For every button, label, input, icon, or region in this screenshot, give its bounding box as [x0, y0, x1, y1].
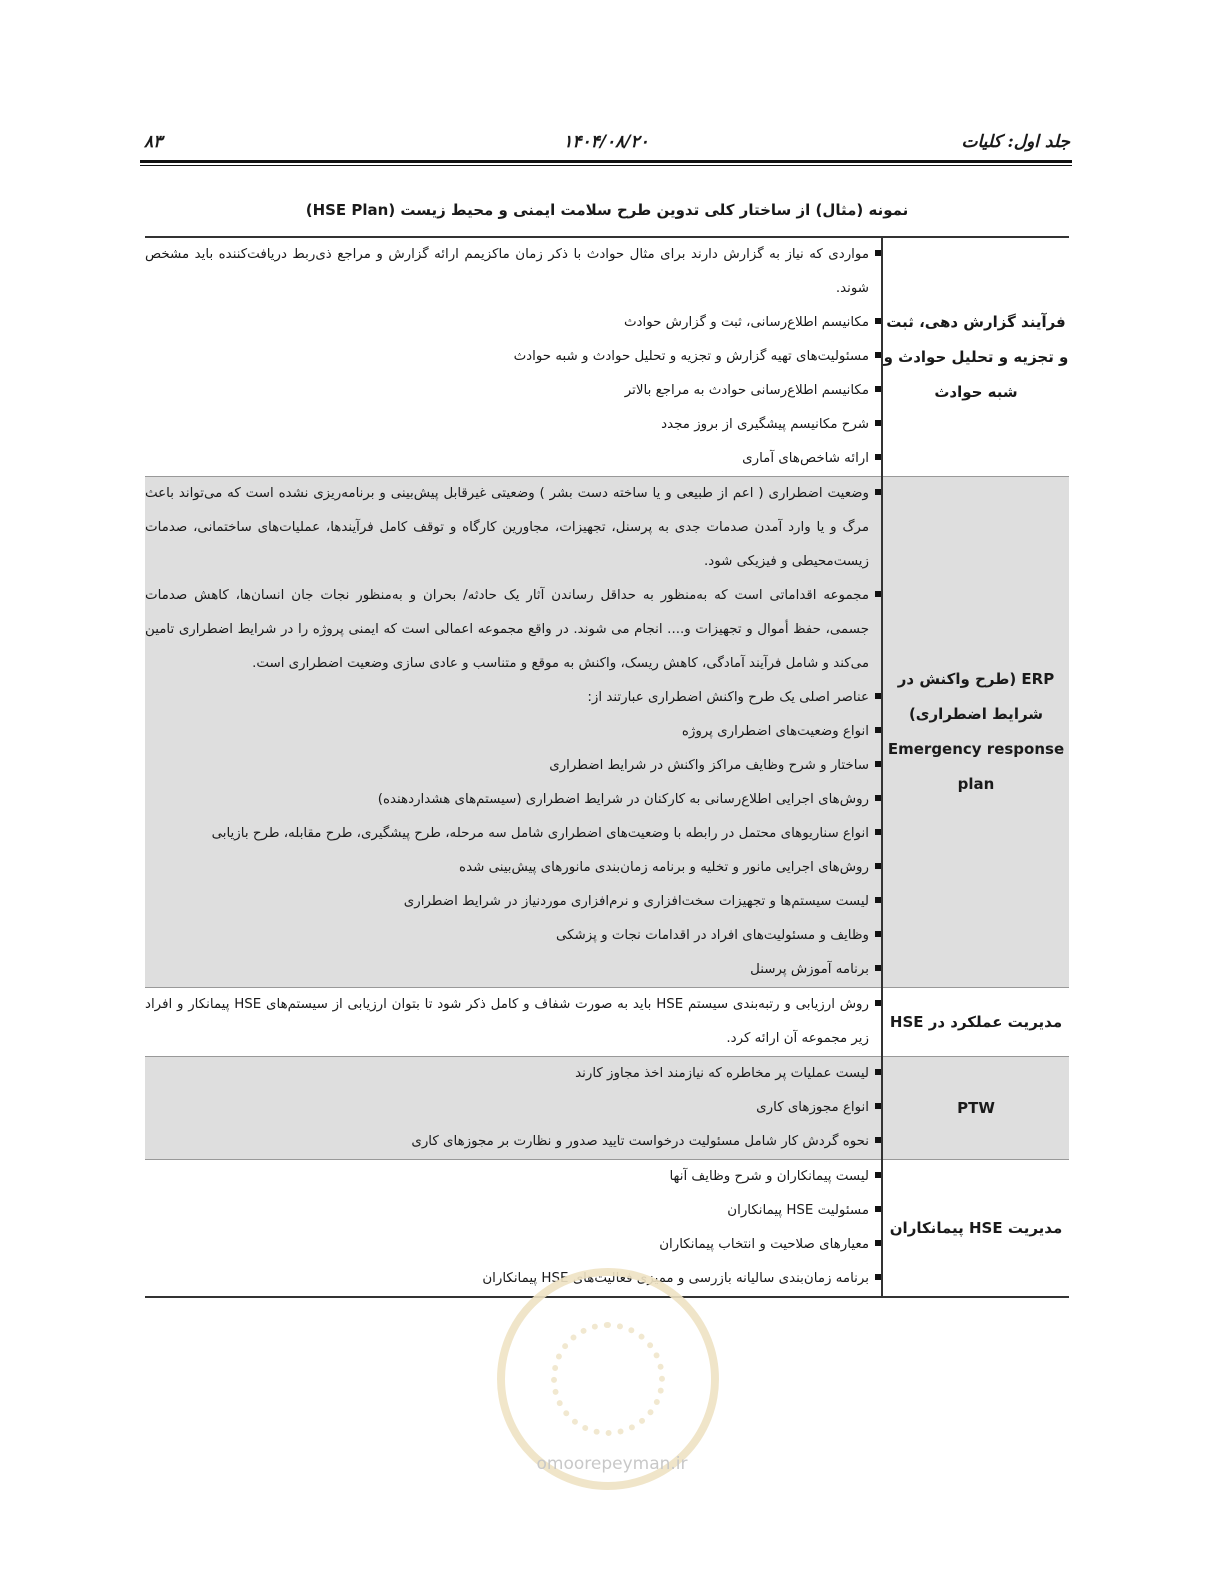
- watermark-seal-inner: [551, 1322, 665, 1436]
- list-item: معیارهای صلاحیت و انتخاب پیمانکاران: [145, 1228, 881, 1262]
- list-item: لیست پیمانکاران و شرح وظایف آنها: [145, 1160, 881, 1194]
- bullet-list: [145, 1057, 881, 1159]
- bullet-list: [145, 1160, 881, 1296]
- list-item: انواع سناریوهای محتمل در رابطه با وضعیت‌های اضطراری شامل سه مرحله، طرح پیشگیری، طرح مقابله، طرح بازیابی: [145, 817, 881, 851]
- row-content: [145, 237, 882, 477]
- hse-plan-table: [145, 236, 1069, 1298]
- header-date: ۱۴۰۴/۰۸/۲۰: [563, 132, 649, 152]
- row-content: [145, 988, 882, 1057]
- bullet-list: [145, 477, 881, 987]
- row-label: مدیریت عملکرد در HSE: [882, 988, 1069, 1057]
- row-content: [145, 477, 882, 988]
- list-item: لیست سیستم‌ها و تجهیزات سخت‌افزاری و نرم‌افزاری موردنیاز در شرایط اضطراری: [145, 885, 881, 919]
- list-item: برنامه آموزش پرسنل: [145, 953, 881, 987]
- list-item: عناصر اصلی یک طرح واکنش اضطراری عبارتند از:: [145, 681, 881, 715]
- list-item: وظایف و مسئولیت‌های افراد در اقدامات نجات و پزشکی: [145, 919, 881, 953]
- list-item: انواع مجوزهای کاری: [145, 1091, 881, 1125]
- list-item: انواع وضعیت‌های اضطراری پروژه: [145, 715, 881, 749]
- list-item: روش ارزیابی و رتبه‌بندی سیستم HSE باید به صورت شفاف و کامل ذکر شود تا بتوان ارزیابی از سیستم‌های HSE پیمانکار و افراد زیر مجموعه آن ارائه کرد.: [145, 988, 881, 1056]
- table-row: [145, 988, 1069, 1057]
- table-row: [145, 1057, 1069, 1160]
- table-row: [145, 477, 1069, 988]
- row-label: فرآیند گزارش دهی، ثبت و تجزیه و تحلیل حوادث و شبه حوادث: [882, 237, 1069, 477]
- row-label: PTW: [882, 1057, 1069, 1160]
- row-label: مدیریت HSE پیمانکاران: [882, 1160, 1069, 1298]
- list-item: مجموعه اقداماتی است که به‌منظور به حداقل رساندن آثار یک حادثه/ بحران و به‌منظور نجات جان انسان‌ها، کاهش صدمات جسمی، حفظ أموال و تجهیزات و.... انجام می شوند. در واقع مجموعه اعمالی است که ایمنی پروژه را در شرایط اضطراری تامین می‌کند و شامل فرآیند آمادگی، کاهش ریسک، واکنش به موقع و متناسب و عادی سازی وضعیت اضطراری است.: [145, 579, 881, 681]
- list-item: مسئولیت‌های تهیه گزارش و تجزیه و تحلیل حوادث و شبه حوادث: [145, 340, 881, 374]
- table-row: [145, 237, 1069, 477]
- list-item: ارائه شاخص‌های آماری: [145, 442, 881, 476]
- list-item: ساختار و شرح وظایف مراکز واکنش در شرایط اضطراری: [145, 749, 881, 783]
- list-item: نحوه گردش کار شامل مسئولیت درخواست تایید صدور و نظارت بر مجوزهای کاری: [145, 1125, 881, 1159]
- bullet-list: [145, 988, 881, 1056]
- list-item: برنامه زمان‌بندی سالیانه بازرسی و ممیزی فعالیت‌های HSE پیمانکاران: [145, 1262, 881, 1296]
- volume-title: جلد اول: کلیات: [961, 132, 1070, 152]
- list-item: مکانیسم اطلاع‌رسانی، ثبت و گزارش حوادث: [145, 306, 881, 340]
- row-content: [145, 1160, 882, 1298]
- header-rule-thin: [140, 165, 1072, 166]
- table-caption: نمونه (مثال) از ساختار کلی تدوین طرح سلامت ایمنی و محیط زیست (HSE Plan): [305, 201, 909, 219]
- row-label: ERP (طرح واکنش در شرایط اضطراری) Emergency response plan: [882, 477, 1069, 988]
- list-item: مکانیسم اطلاع‌رسانی حوادث به مراجع بالاتر: [145, 374, 881, 408]
- watermark-text: omoorepeyman.ir: [536, 1454, 688, 1474]
- row-content: [145, 1057, 882, 1160]
- list-item: شرح مکانیسم پیشگیری از بروز مجدد: [145, 408, 881, 442]
- list-item: مواردی که نیاز به گزارش دارند برای مثال حوادث با ذکر زمان ماکزیمم ارائه گزارش و مراجع ذی‌ربط دریافت‌کننده باید مشخص شوند.: [145, 238, 881, 306]
- list-item: مسئولیت HSE پیمانکاران: [145, 1194, 881, 1228]
- page-header: [140, 128, 1072, 158]
- bullet-list: [145, 238, 881, 476]
- list-item: لیست عملیات پر مخاطره که نیازمند اخذ مجاوز کارند: [145, 1057, 881, 1091]
- header-rule-thick: [140, 160, 1072, 163]
- list-item: روش‌های اجرایی اطلاع‌رسانی به کارکنان در شرایط اضطراری (سیستم‌های هشداردهنده): [145, 783, 881, 817]
- list-item: روش‌های اجرایی مانور و تخلیه و برنامه زمان‌بندی مانورهای پیش‌بینی شده: [145, 851, 881, 885]
- list-item: وضعیت اضطراری ( اعم از طبیعی و یا ساخته دست بشر ) وضعیتی غیرقابل پیش‌بینی و برنامه‌ریزی نشده است که می‌تواند باعث مرگ و یا وارد آمدن صدمات جدی به پرسنل، تجهیزات، مجاورین کارگاه و توقف کامل فرآیندها، عملیات‌های ساختمانی، صدمات زیست‌محیطی و فیزیکی شود.: [145, 477, 881, 579]
- page-number: ۸۳: [144, 132, 163, 152]
